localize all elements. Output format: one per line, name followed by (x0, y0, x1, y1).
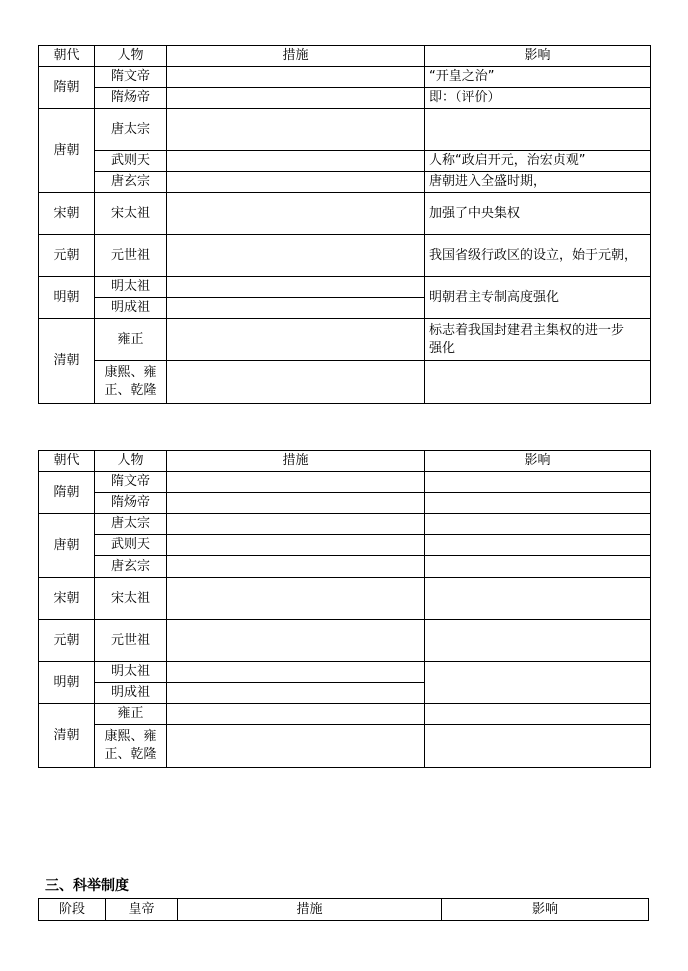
figure-tang-taizong: 唐太宗 (95, 109, 167, 151)
impact-cell (425, 472, 651, 493)
table-row (39, 193, 651, 235)
measures-cell (167, 472, 425, 493)
figure-kangxi-line2: 正、乾隆 (104, 747, 157, 762)
dynasty-ming: 明朝 (39, 277, 95, 319)
figure-kangxi-yongzheng-qianlong (95, 725, 167, 768)
measures-cell (167, 151, 425, 172)
dynasty-qing: 清朝 (39, 319, 95, 404)
measures-cell (167, 725, 425, 768)
table-dynasty-filled (38, 45, 651, 404)
figure-yongzheng: 雍正 (95, 704, 167, 725)
impact-cell (425, 620, 651, 662)
table-header-row (39, 46, 651, 67)
impact-cell (425, 725, 651, 768)
figure-sui-wendi: 隋文帝 (95, 472, 167, 493)
figure-ming-taizu: 明太祖 (95, 277, 167, 298)
impact-yongzheng (425, 319, 651, 361)
dynasty-sui: 隋朝 (39, 472, 95, 514)
header-stage: 阶段 (39, 899, 106, 921)
impact-yongzheng-line2: 强化 (429, 340, 456, 356)
measures-cell (167, 193, 425, 235)
figure-tang-xuanzong: 唐玄宗 (95, 172, 167, 193)
table-header-row (39, 451, 651, 472)
figure-sui-yangdi: 隋炀帝 (95, 88, 167, 109)
figure-ming-chengzu: 明成祖 (95, 298, 167, 319)
figure-tang-xuanzong: 唐玄宗 (95, 556, 167, 578)
table-row (39, 578, 651, 620)
header-impact: 影响 (425, 451, 651, 472)
impact-sui-wendi: “开皇之治” (425, 67, 651, 88)
table-row (39, 472, 651, 493)
figure-song-taizu: 宋太祖 (95, 193, 167, 235)
measures-cell (167, 109, 425, 151)
impact-yongzheng-line1: 标志着我国封建君主集权的进一步 (429, 322, 625, 338)
measures-cell (167, 683, 425, 704)
measures-cell (167, 662, 425, 683)
impact-sui-yangdi: 即：（评价） (425, 88, 651, 109)
table-row (39, 620, 651, 662)
table-dynasty-blank (38, 450, 651, 768)
header-emperor: 皇帝 (106, 899, 178, 921)
measures-cell (167, 235, 425, 277)
figure-wu-zetian: 武则天 (95, 151, 167, 172)
table-row (39, 704, 651, 725)
measures-cell (167, 578, 425, 620)
impact-cell (425, 578, 651, 620)
figure-song-taizu: 宋太祖 (95, 578, 167, 620)
header-figure: 人物 (95, 46, 167, 67)
measures-cell (167, 277, 425, 298)
table-row (39, 67, 651, 88)
measures-cell (167, 172, 425, 193)
figure-yuan-shizu: 元世祖 (95, 620, 167, 662)
measures-cell (167, 620, 425, 662)
table-row (39, 319, 651, 361)
figure-yuan-shizu: 元世祖 (95, 235, 167, 277)
header-dynasty: 朝代 (39, 46, 95, 67)
figure-kangxi-line1: 康熙、雍 (104, 365, 157, 380)
measures-cell (167, 67, 425, 88)
figure-yongzheng: 雍正 (95, 319, 167, 361)
table-header-row (39, 899, 649, 921)
impact-cell (425, 556, 651, 578)
dynasty-tang: 唐朝 (39, 514, 95, 578)
figure-sui-wendi: 隋文帝 (95, 67, 167, 88)
figure-kangxi-line2: 正、乾隆 (104, 383, 157, 398)
dynasty-yuan: 元朝 (39, 235, 95, 277)
table-row (39, 172, 651, 193)
table-row (39, 535, 651, 556)
table-row (39, 514, 651, 535)
table-row (39, 556, 651, 578)
table-row (39, 725, 651, 768)
impact-cell (425, 535, 651, 556)
dynasty-ming: 明朝 (39, 662, 95, 704)
measures-cell (167, 493, 425, 514)
header-figure: 人物 (95, 451, 167, 472)
figure-wu-zetian: 武则天 (95, 535, 167, 556)
figure-tang-taizong: 唐太宗 (95, 514, 167, 535)
measures-cell (167, 704, 425, 725)
table-row (39, 151, 651, 172)
figure-sui-yangdi: 隋炀帝 (95, 493, 167, 514)
dynasty-yuan: 元朝 (39, 620, 95, 662)
section-title-imperial-exam: 三、科举制度 (45, 878, 129, 894)
dynasty-song: 宋朝 (39, 578, 95, 620)
impact-tang-taizong (425, 109, 651, 151)
impact-cell (425, 514, 651, 535)
impact-song-taizu: 加强了中央集权 (425, 193, 651, 235)
figure-ming-chengzu: 明成祖 (95, 683, 167, 704)
header-dynasty: 朝代 (39, 451, 95, 472)
figure-kangxi-line1: 康熙、雍 (104, 729, 157, 744)
impact-cell (425, 662, 651, 704)
header-impact: 影响 (442, 899, 649, 921)
table-row (39, 662, 651, 683)
impact-ming: 明朝君主专制高度强化 (425, 277, 651, 319)
dynasty-qing: 清朝 (39, 704, 95, 768)
measures-cell (167, 88, 425, 109)
figure-kangxi-yongzheng-qianlong (95, 361, 167, 404)
table-row (39, 361, 651, 404)
impact-yuan-shizu: 我国省级行政区的设立，始于元朝， (425, 235, 651, 277)
table-row (39, 235, 651, 277)
header-measures: 措施 (167, 451, 425, 472)
measures-cell (167, 514, 425, 535)
impact-cell (425, 493, 651, 514)
measures-cell (167, 556, 425, 578)
measures-cell (167, 361, 425, 404)
impact-tang-xuanzong: 唐朝进入全盛时期， (425, 172, 651, 193)
impact-cell (425, 704, 651, 725)
measures-cell (167, 319, 425, 361)
table-row (39, 493, 651, 514)
dynasty-song: 宋朝 (39, 193, 95, 235)
table-row (39, 88, 651, 109)
table-row (39, 109, 651, 151)
measures-cell (167, 535, 425, 556)
impact-wu-zetian: 人称“政启开元，治宏贞观” (425, 151, 651, 172)
header-impact: 影响 (425, 46, 651, 67)
table-row (39, 277, 651, 298)
header-measures: 措施 (167, 46, 425, 67)
measures-cell (167, 298, 425, 319)
dynasty-sui: 隋朝 (39, 67, 95, 109)
figure-ming-taizu: 明太祖 (95, 662, 167, 683)
table-imperial-exam (38, 898, 649, 921)
header-measures: 措施 (178, 899, 442, 921)
impact-cell (425, 361, 651, 404)
dynasty-tang: 唐朝 (39, 109, 95, 193)
